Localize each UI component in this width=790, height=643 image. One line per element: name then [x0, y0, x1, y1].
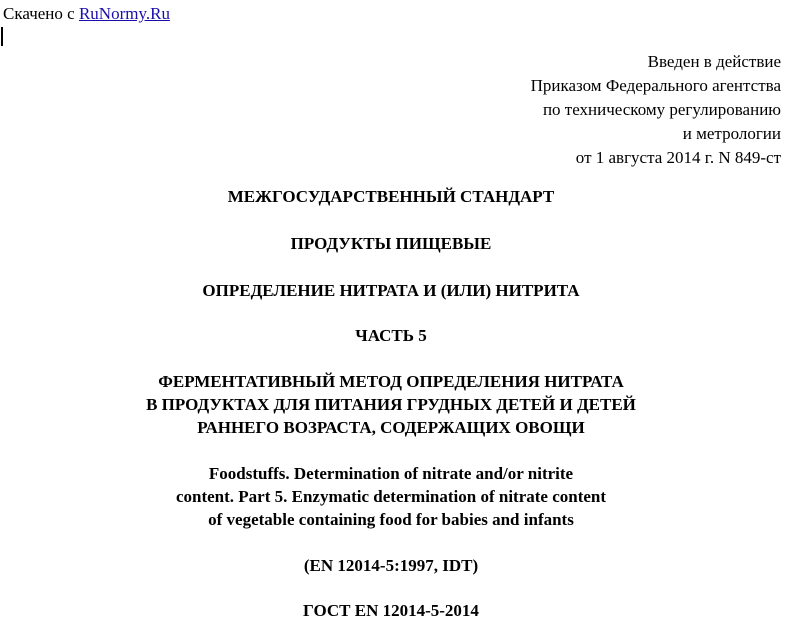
title-ru-line: В ПРОДУКТАХ ДЛЯ ПИТАНИЯ ГРУДНЫХ ДЕТЕЙ И ДЕТЕЙ [146, 395, 636, 414]
enactment-line: и метрологии [682, 124, 781, 143]
source-prefix: Скачено с [3, 4, 75, 23]
enactment-line: Введен в действие [647, 52, 781, 71]
title-en-line: of vegetable containing food for babies and infants [208, 510, 574, 529]
title-english [0, 462, 782, 531]
text-cursor [1, 27, 3, 46]
enactment-note [531, 50, 781, 170]
title-en-line: content. Part 5. Enzymatic determination of nitrate content [175, 487, 607, 506]
equivalence-note: (EN 12014-5:1997, IDT) [303, 556, 479, 575]
enactment-line: Приказом Федерального агентства [530, 76, 781, 95]
enactment-line: от 1 августа 2014 г. N 849-ст [575, 148, 781, 167]
runormy-link[interactable]: RuNormy.Ru [78, 4, 170, 23]
title-en-line: Foodstuffs. Determination of nitrate and/or nitrite [208, 464, 574, 483]
title-russian [0, 370, 782, 439]
standard-designation: ГОСТ EN 12014-5-2014 [303, 601, 479, 620]
enactment-line: по техническому регулированию [542, 100, 781, 119]
title-ru-line: РАННЕГО ВОЗРАСТА, СОДЕРЖАЩИХ ОВОЩИ [197, 418, 585, 437]
subject-title: ОПРЕДЕЛЕНИЕ НИТРАТА И (ИЛИ) НИТРИТА [202, 281, 580, 300]
source-line [3, 4, 170, 24]
title-ru-line: ФЕРМЕНТАТИВНЫЙ МЕТОД ОПРЕДЕЛЕНИЯ НИТРАТА [158, 372, 624, 391]
product-group: ПРОДУКТЫ ПИЩЕВЫЕ [290, 234, 492, 253]
part-number: ЧАСТЬ 5 [355, 326, 427, 345]
standard-type: МЕЖГОСУДАРСТВЕННЫЙ СТАНДАРТ [227, 187, 555, 206]
